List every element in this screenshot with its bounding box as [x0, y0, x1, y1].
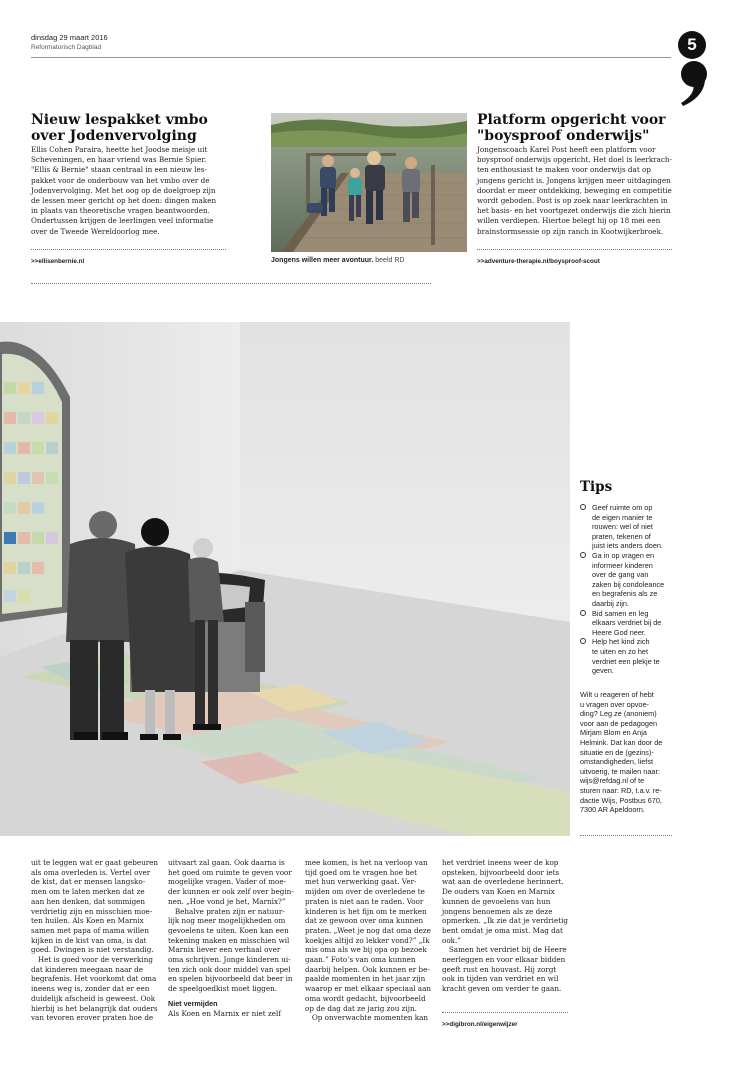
body-line: de kist, dat er mensen langsko-: [31, 877, 146, 887]
body-line: tekening maken en misschien wil: [168, 935, 290, 945]
tip-line: geven.: [592, 666, 614, 676]
body-divider: [442, 1012, 568, 1013]
body-line: opmerken. „Ik zie dat je verdrietig: [442, 916, 569, 926]
stained-glass-window: [0, 342, 70, 622]
tip-line: Help het kind zich: [592, 637, 650, 647]
tip-line: verdriet een plekje te: [592, 656, 660, 666]
bullet-circle-icon: [580, 638, 586, 644]
page-number-badge: 5: [678, 31, 706, 59]
article2-line: wordt geboden. Post is op zoek naar leerkrachten in: [477, 196, 668, 206]
body-line: der kunnen er ook zelf over begin-: [168, 887, 294, 897]
article1-line: "Ellis & Bernie" staan centraal in een nieuw les-: [31, 165, 207, 175]
body-line: aan hen denken, dat sommigen: [31, 896, 146, 906]
body-line: goed. Dwingen is niet verstandig.: [31, 945, 154, 955]
body-line: Op onverwachte momenten kan: [305, 1013, 429, 1023]
body-line: als oma overleden is. Vertel over: [31, 867, 151, 877]
article2-line: Jongenscoach Karel Post heeft een platform voor: [477, 145, 656, 154]
body-line: kracht geven om verder te gaan.: [442, 984, 562, 994]
tip-line: elkaars verdriet bij de: [592, 618, 662, 628]
body-column-2: [168, 858, 296, 1018]
contact-line: Mirjam Blom en Anja: [580, 728, 647, 738]
article2-line: ten enthousiast te maken voor onderwijs dat op: [477, 165, 651, 175]
body-line: ten huilen. Als Koen en Marnix: [31, 916, 144, 926]
article1-link[interactable]: >>ellisenbernie.nl: [31, 258, 85, 265]
photo-caption-text: Jongens willen meer avontuur.: [271, 257, 374, 264]
body-line: uitvaart zal gaan. Ook daarna is: [168, 858, 285, 867]
bullet-circle-icon: [580, 610, 586, 616]
contact-line: Wilt u reageren of hebt: [580, 690, 654, 699]
article1-body: [31, 145, 261, 237]
body-line: samen met papa of mama willen: [31, 925, 149, 935]
tips-divider: [580, 835, 672, 836]
body-line: dat kinderen meegaan naar de: [31, 964, 143, 974]
body-line: hierbij is het belangrijk dat ouders: [31, 1003, 158, 1013]
funeral-illustration: [0, 322, 570, 836]
tip-line: over de gang van: [592, 570, 649, 580]
tip-line: en begrafenis als ze: [592, 589, 658, 599]
body-line: gevoelens te uiten. Koen kan een: [168, 925, 289, 935]
article1-title-line: Nieuw lespakket vmbo: [31, 112, 208, 128]
newspaper-name: Reformatorisch Dagblad: [31, 44, 102, 51]
body-line: gaan.” Foto’s van oma kunnen: [305, 955, 416, 965]
comma-logo-icon: [679, 60, 709, 108]
body-line: op de dag dat ze jarig zou zijn.: [305, 1003, 417, 1013]
tip-line: daarbij zijn.: [592, 598, 629, 608]
body-line: Het is goed voor de verwerking: [31, 955, 153, 965]
body-line: ook in tijden van verdriet en wil: [442, 974, 559, 984]
contact-line: situatie en de (gezins)-: [580, 747, 654, 757]
body-line: praten. „Weet je nog dat oma deze: [305, 925, 431, 935]
body-line: duidelijk afscheid is geweest. Ook: [31, 993, 156, 1003]
contact-line: ding? Leg ze (anoniem): [580, 709, 657, 719]
tip-item: [580, 609, 680, 638]
body-line: Behalve praten zijn er natuur-: [168, 906, 285, 916]
article1-title: [31, 112, 261, 144]
body-line: van tevoren erover praten hoe de: [31, 1013, 154, 1023]
body-line: Als Koen en Marnix er niet zelf: [168, 1008, 281, 1018]
body-line: uit te leggen wat er gaat gebeuren: [31, 858, 159, 867]
tip-line: rouwen: wel of niet: [592, 522, 653, 532]
section-divider: [31, 283, 431, 284]
body-line: dat ze gewoon over oma kunnen: [305, 916, 424, 926]
body-line: bent omdat je oma mist. Mag dat: [442, 925, 563, 935]
article2-line: jongens gericht is. Jongens krijgen meer uitdagingen: [477, 175, 671, 185]
body-line: paalde momenten in het jaar zijn: [305, 974, 426, 984]
body-line: mee komen, is het na verloop van: [305, 858, 428, 867]
contact-line: uitvoerig, te mailen naar:: [580, 766, 660, 776]
body-line: waarop er met elkaar speciaal aan: [305, 984, 432, 994]
article2-title-line: Platform opgericht voor: [477, 112, 666, 128]
article2-line: willen verdiepen. Hiertoe belegt hij op 18 mei een: [477, 216, 661, 226]
body-line: Marnix liever een verhaal over: [168, 945, 281, 955]
digibron-link[interactable]: >>digibron.nl/eigenwijzer: [442, 1021, 518, 1028]
body-line: praten is niet aan te raden. Voor: [305, 896, 424, 906]
tip-line: Bid samen en leg: [592, 608, 649, 618]
subheading: Niet vermijden: [168, 998, 218, 1008]
article2-line: boysproof onderwijs opgericht. Het doel is leerkrach-: [477, 155, 672, 165]
article2-link[interactable]: >>adventure-therapie.nl/boysproof-scout: [477, 258, 600, 265]
bullet-circle-icon: [580, 552, 586, 558]
body-line: daarbij helpen. Ook kunnen er be-: [305, 964, 430, 974]
contact-line: Helmink. Dat kan door de: [580, 737, 663, 747]
tip-line: Geef ruimte om op: [592, 503, 653, 512]
contact-line: sturen naar: RD, t.a.v. re-: [580, 785, 662, 795]
contact-line: dactie Wijs, Postbus 670,: [580, 795, 662, 805]
article2-line: brainstormsessie op zijn ranch in Kootwijkerbroek.: [477, 226, 664, 236]
contact-line: omstandigheden, liefst: [580, 757, 654, 767]
body-line: opsteken, bijvoorbeeld door iets: [442, 867, 560, 877]
body-line: mis oma als we bij opa op bezoek: [305, 945, 427, 955]
article1-line: Ellis Cohen Paraira, heette het Joodse meisje uit: [31, 145, 208, 154]
contact-email-line: wijs@refdag.nl of te: [580, 776, 645, 786]
article1-line: pakket voor de onderbouw van het vmbo over de: [31, 175, 210, 185]
body-line: Samen het verdriet bij de Heere: [442, 945, 567, 955]
body-line: men om te laten merken dat ze: [31, 887, 145, 897]
body-line: oma schrijven. Jonge kinderen ui-: [168, 955, 291, 965]
body-line: nen. „Hoe vond je het, Marnix?”: [168, 896, 286, 906]
body-line: De ouders van Koen en Marnix: [442, 887, 555, 897]
tip-line: de eigen manier te: [592, 512, 653, 522]
body-line: geeft rust en houvast. Hij zorgt: [442, 964, 557, 974]
body-line: ten zich ook door middel van spel: [168, 964, 291, 974]
bullet-circle-icon: [580, 504, 586, 510]
photo-caption: [271, 257, 404, 264]
article1-title-line: over Jodenvervolging: [31, 128, 197, 144]
photo-credit: beeld RD: [375, 257, 405, 264]
article1-line: in plaats van theoretische vragen beantwoorden.: [31, 206, 210, 216]
article1-divider: [31, 249, 226, 250]
article1-line: Ondertussen krijgen de leerlingen veel informatie: [31, 216, 214, 226]
tip-line: zaken bij condoleance: [592, 579, 665, 589]
body-line: koekjes altijd zo lekker vond?” „Ik: [305, 935, 430, 945]
contact-line: 7300 AR Apeldoorn.: [580, 805, 645, 815]
body-line: en spelen bijvoorbeeld dat beer in: [168, 974, 293, 984]
article1-line: Scheveningen, en haar vriend was Bernie Spier.: [31, 155, 207, 165]
tips-list: [580, 503, 680, 676]
body-line: neerleggen en voor elkaar bidden: [442, 955, 566, 965]
article2-divider: [477, 249, 672, 250]
article2-line: doordat er meer ontdekking, beweging en competitie: [477, 185, 672, 195]
body-column-3: [305, 858, 433, 1023]
body-line: wat aan de overledene herinnert.: [442, 877, 564, 887]
tips-contact: [580, 690, 676, 815]
body-line: tijd goed om te vragen hoe het: [305, 867, 418, 877]
tip-line: juist iets anders doen.: [592, 541, 663, 551]
body-line: verdrietig zijn en misschien moe-: [31, 906, 153, 916]
tip-line: Heere God neer.: [592, 627, 646, 637]
body-column-4: [442, 858, 570, 994]
contact-line: voor aan de pedagogen: [580, 718, 658, 728]
body-line: het goed om ruimte te geven voor: [168, 867, 292, 877]
body-line: ineens weg is, zonder dat er een: [31, 984, 150, 994]
tip-item: [580, 637, 680, 675]
article1-line: Jodenvervolging. Met het oog op de doelgroep zijn: [31, 185, 216, 195]
body-column-1: [31, 858, 159, 1023]
body-line: jongens benoemen als ze deze: [442, 906, 553, 916]
tip-line: Ga in op vragen en: [592, 550, 655, 560]
body-line: begrafenis. Het voorkomt dat oma: [31, 974, 157, 984]
article2-title-line: "boysproof onderwijs": [477, 128, 650, 144]
body-line: kijken in de kist van oma, is dat: [31, 935, 147, 945]
article2-body: [477, 145, 677, 237]
body-line: met hun verwerking gaat. Ver-: [305, 877, 417, 887]
tip-line: te uiten en zo het: [592, 646, 648, 656]
tip-item: [580, 551, 680, 609]
body-line: mijden om over de overledene te: [305, 887, 425, 897]
tip-item: [580, 503, 680, 551]
body-line: de speelgoedkist moet liggen.: [168, 984, 278, 994]
body-line: kinderen is het fijn om te merken: [305, 906, 427, 916]
body-line: lijk nog meer mogelijkheden om: [168, 916, 286, 926]
article2-title: [477, 112, 677, 144]
tips-title: Tips: [580, 479, 613, 495]
body-line: het verdriet ineens weer de kop: [442, 858, 559, 867]
body-line: ook.”: [442, 935, 461, 945]
article1-line: over de Tweede Wereldoorlog mee.: [31, 226, 160, 236]
tip-line: informeer kinderen: [592, 560, 653, 570]
body-line: oma wordt gedacht, bijvoorbeeld: [305, 993, 426, 1003]
article2-line: het basis- en het voortgezet onderwijs die zich hierin: [477, 206, 671, 216]
tip-line: praten, tekenen of: [592, 531, 651, 541]
contact-line: u vragen over opvoe-: [580, 699, 649, 709]
body-line: mogelijke vragen. Vader of moe-: [168, 877, 287, 887]
issue-date: dinsdag 29 maart 2016: [31, 33, 108, 42]
body-line: kunnen de gevoelens van hun: [442, 896, 551, 906]
boys-jetty-photo: [271, 113, 467, 252]
article1-line: de lessen meer gericht op het doen: dingen maken: [31, 196, 217, 206]
header-rule: [31, 57, 671, 58]
